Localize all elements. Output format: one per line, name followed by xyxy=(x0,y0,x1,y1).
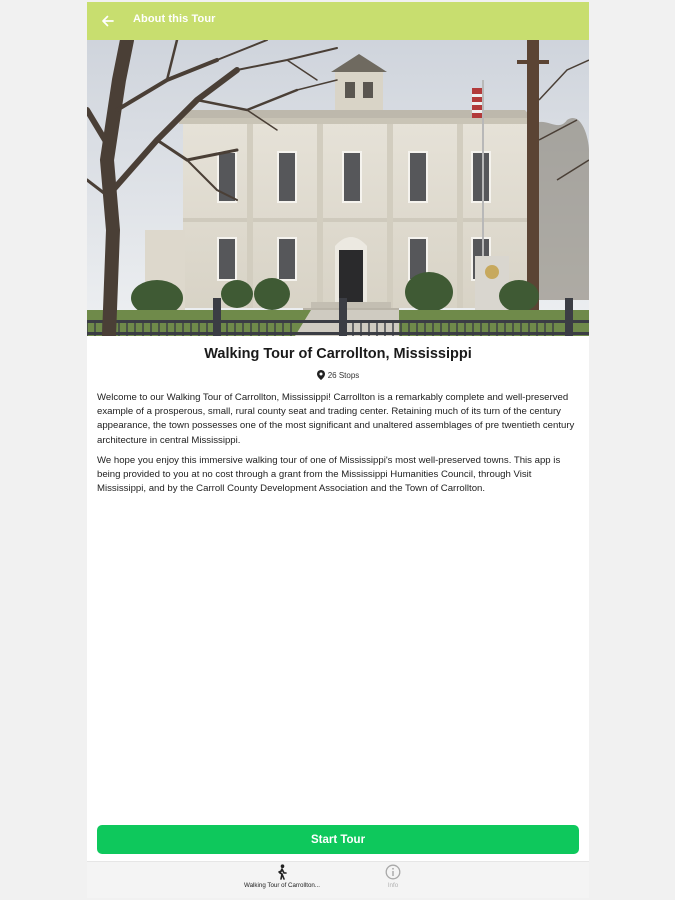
arrow-left-icon xyxy=(101,14,115,28)
description-paragraph: We hope you enjoy this immersive walking tour of one of Mississippi's most well-preserved towns. This app is being provided to you at no cost through a grant from the Mississippi Humanities Council, through Visit Mississippi, and by the Carroll County Development Association and the Town of Carrollton. xyxy=(97,454,561,495)
app-bar xyxy=(87,2,589,40)
hero-image xyxy=(87,40,589,336)
app-screen xyxy=(87,2,589,898)
tab-info[interactable] xyxy=(368,864,418,898)
tour-description xyxy=(97,391,579,502)
stops-count xyxy=(87,370,589,380)
tab-info-label: Info xyxy=(387,882,399,889)
walking-person-icon xyxy=(275,864,289,880)
start-tour-button[interactable]: Start Tour xyxy=(97,825,579,854)
page-title: About this Tour xyxy=(133,13,216,25)
tab-walking-tour[interactable] xyxy=(227,864,337,898)
info-circle-icon xyxy=(385,864,401,880)
bottom-nav xyxy=(87,861,589,898)
description-paragraph: Welcome to our Walking Tour of Carrollton, Mississippi! Carrollton is a remarkably complete and well-preserved example of a prosperous, small, rural county seat and trading center. Retaining much of its turn of the century appearance, the town possesses one of the most significant and unaltered assemblages of pre twentieth century architecture in central Mississippi. xyxy=(97,392,575,446)
stops-label: 26 Stops xyxy=(327,370,360,380)
back-button[interactable] xyxy=(97,10,119,32)
map-pin-icon xyxy=(317,370,325,380)
county-courthouse-photo xyxy=(87,40,589,336)
tab-walking-tour-label: Walking Tour of Carrollton... xyxy=(244,882,320,889)
tour-title: Walking Tour of Carrollton, Mississippi xyxy=(204,346,472,362)
